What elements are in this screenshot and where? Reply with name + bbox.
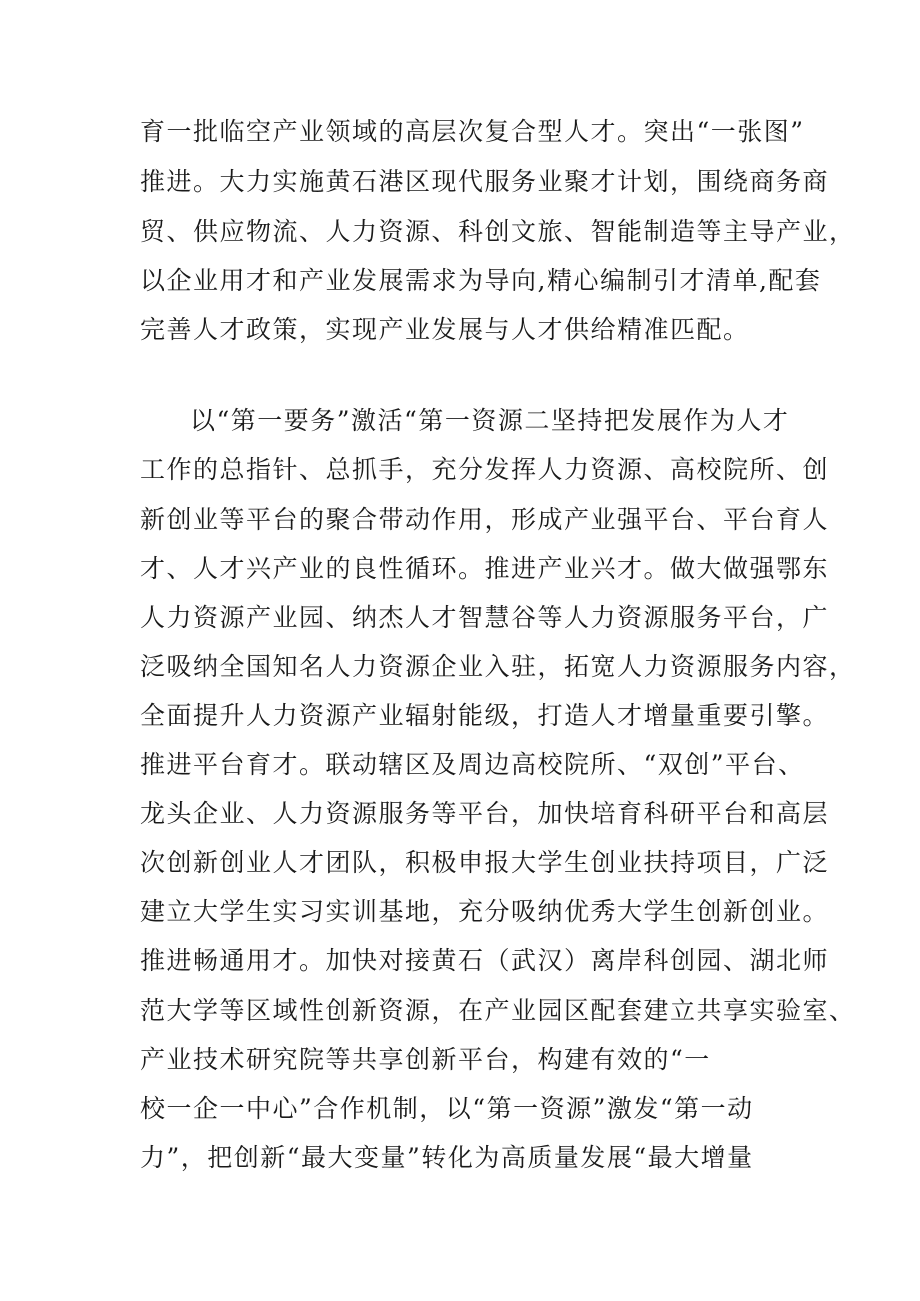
text-line: 推进。大力实施黄石港区现代服务业聚才计划，围绕商务商 [140,167,830,196]
text-line: 龙头企业、人力资源服务等平台，加快培育科研平台和高层 [140,799,830,828]
text-line: 推进平台育才。联动辖区及周边高校院所、“双创”平台、 [140,750,805,779]
text-line: 才、人才兴产业的良性循环。推进产业兴才。做大做强鄂东 [140,554,830,583]
text-line: 全面提升人力资源产业辐射能级，打造人才增量重要引擎。 [140,701,830,730]
text-line: 完善人才政策，实现产业发展与人才供给精准匹配。 [140,315,750,344]
text-line: 人力资源产业园、纳杰人才智慧谷等人力资源服务平台，广 [140,603,830,632]
text-line: 以企业用才和产业发展需求为导向,精心编制引才清单,配套 [140,266,822,295]
text-line: 贸、供应物流、人力资源、科创文旅、智能制造等主导产业， [140,217,856,246]
text-line: 次创新创业人才团队，积极申报大学生创业扶持项目，广泛 [140,848,830,877]
text-line: 产业技术研究院等共享创新平台，构建有效的“一 [140,1045,711,1074]
text-line: 泛吸纳全国知名人力资源企业入驻，拓宽人力资源服务内容， [140,652,856,681]
text-line: 育一批临空产业领域的高层次复合型人才。突出“一张图” [140,117,805,146]
text-line: 新创业等平台的聚合带动作用，形成产业强平台、平台育人 [140,505,830,534]
text-line: 建立大学生实习实训基地，充分吸纳优秀大学生创新创业。 [140,897,830,926]
text-line: 工作的总指针、总抓手，充分发挥人力资源、高校院所、创 [140,455,830,484]
text-line: 范大学等区域性创新资源，在产业园区配套建立共享实验室、 [140,996,856,1025]
text-line: 以“第一要务”激活“第一资源二坚持把发展作为人才 [190,406,790,435]
text-line: 推进畅通用才。加快对接黄石（武汉）离岸科创园、湖北师 [140,946,830,975]
text-line: 校一企一中心”合作机制，以“第一资源”激发“第一动 [140,1094,754,1123]
text-line: 力”，把创新“最大变量”转化为高质量发展“最大增量 [140,1143,754,1172]
